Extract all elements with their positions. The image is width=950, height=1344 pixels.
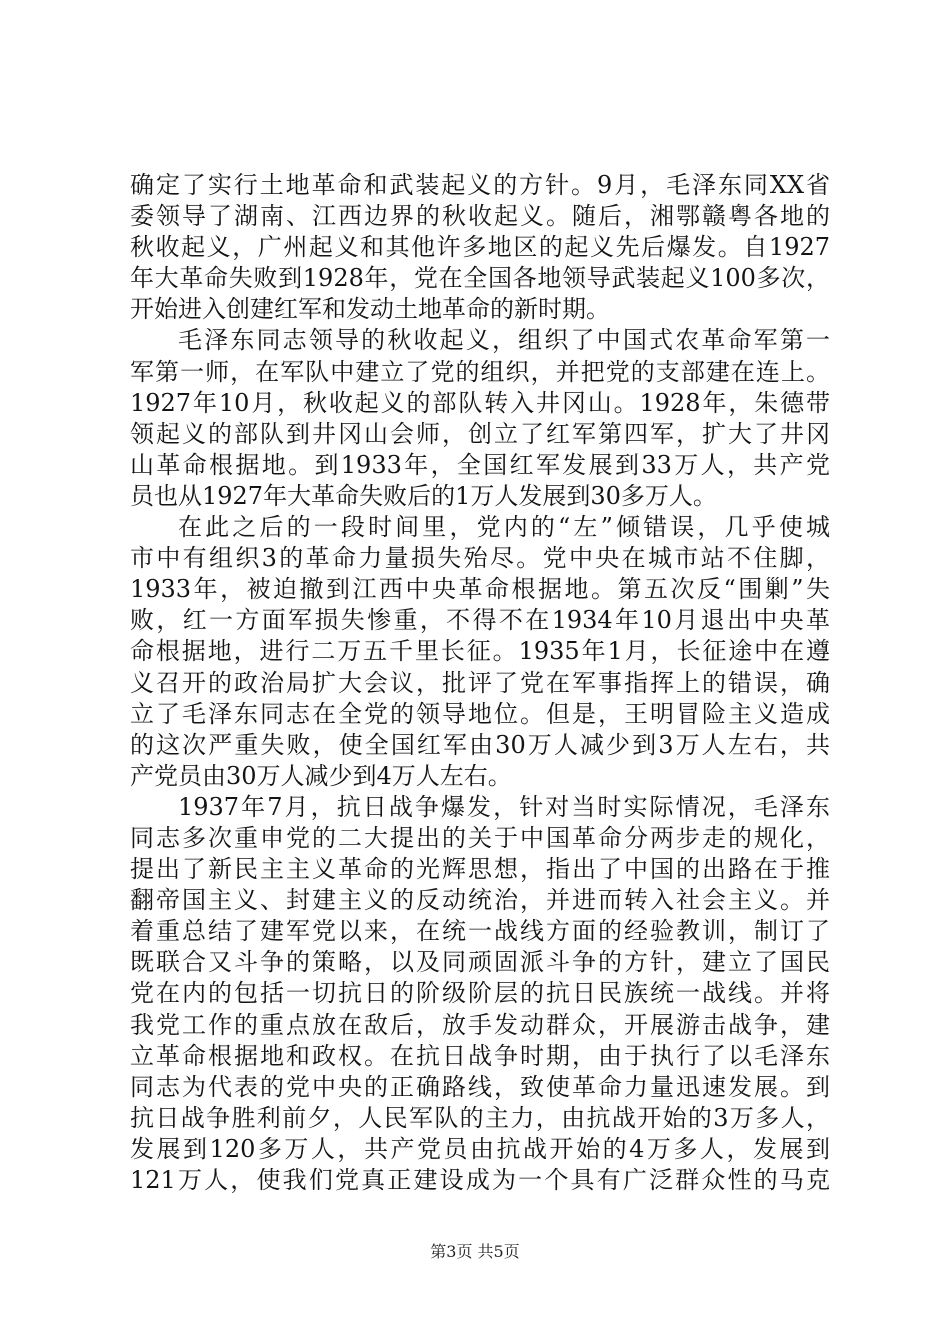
text-line: 我党工作的重点放在敌后，放手发动群众，开展游击战争，建 (130, 1010, 830, 1039)
text-line: 着重总结了建军党以来，在统一战线方面的经验教训，制订了 (130, 917, 830, 946)
text-line: 军第一师，在军队中建立了党的组织，并把党的支部建在连上。 (130, 357, 830, 386)
text-line: 山革命根据地。到1933年，全国红军发展到33万人，共产党 (130, 450, 830, 479)
text-line: 立了毛泽东同志在全党的领导地位。但是，王明冒险主义造成 (130, 699, 830, 728)
text-line: 1937年7月，抗日战争爆发，针对当时实际情况，毛泽东 (178, 792, 830, 821)
text-line: 产党员由30万人减少到4万人左右。 (130, 761, 512, 790)
text-line: 年大革命失败到1928年，党在全国各地领导武装起义100多次， (130, 264, 830, 293)
text-line: 立革命根据地和政权。在抗日战争时期，由于执行了以毛泽东 (130, 1041, 830, 1070)
text-line: 委领导了湖南、江西边界的秋收起义。随后，湘鄂赣粤各地的 (130, 202, 830, 231)
text-line: 121万人，使我们党真正建设成为一个具有广泛群众性的马克 (130, 1166, 830, 1194)
text-line: 领起义的部队到井冈山会师，创立了红军第四军，扩大了井冈 (130, 419, 830, 448)
text-line: 义召开的政治局扩大会议，批评了党在军事指挥上的错误，确 (130, 668, 830, 697)
text-line: 1927年10月，秋收起义的部队转入井冈山。1928年，朱德带 (130, 388, 830, 417)
text-line: 确定了实行土地革命和武装起义的方针。9月，毛泽东同XX省 (130, 171, 830, 199)
text-line: 命根据地，进行二万五千里长征。1935年1月，长征途中在遵 (130, 637, 830, 666)
text-line: 既联合又斗争的策略，以及同顽固派斗争的方针，建立了国民 (130, 948, 830, 977)
text-line: 翻帝国主义、封建主义的反动统治，并进而转入社会主义。并 (130, 886, 830, 915)
text-line: 毛泽东同志领导的秋收起义，组织了中国式农革命军第一 (178, 326, 830, 355)
page-footer: 第3页 共5页 (430, 1242, 520, 1261)
text-line: 党在内的包括一切抗日的阶级阶层的抗日民族统一战线。并将 (130, 979, 830, 1008)
text-line: 开始进入创建红军和发动土地革命的新时期。 (130, 295, 610, 324)
body-text (130, 170, 830, 1196)
text-line: 的这次严重失败，使全国红军由30万人减少到3万人左右，共 (130, 730, 830, 759)
text-line: 秋收起义，广州起义和其他许多地区的起义先后爆发。自1927 (130, 233, 830, 262)
text-line: 同志多次重申党的二大提出的关于中国革命分两步走的规化， (130, 823, 830, 852)
text-line: 发展到120多万人，共产党员由抗战开始的4万多人，发展到 (130, 1134, 830, 1163)
text-line: 抗日战争胜利前夕，人民军队的主力，由抗战开始的3万多人， (130, 1103, 830, 1132)
text-line: 员也从1927年大革命失败后的1万人发展到30多万人。 (130, 481, 717, 510)
text-line: 提出了新民主主义革命的光辉思想，指出了中国的出路在于推 (130, 855, 830, 884)
text-line: 败，红一方面军损失惨重，不得不在1934年10月退出中央革 (130, 606, 830, 635)
text-line: 1933年，被迫撤到江西中央革命根据地。第五次反“围剿”失 (130, 575, 830, 604)
text-line: 同志为代表的党中央的正确路线，致使革命力量迅速发展。到 (130, 1072, 830, 1101)
text-line: 市中有组织3的革命力量损失殆尽。党中央在城市站不住脚， (130, 544, 830, 573)
text-line: 在此之后的一段时间里，党内的“左”倾错误，几乎使城 (178, 513, 830, 542)
